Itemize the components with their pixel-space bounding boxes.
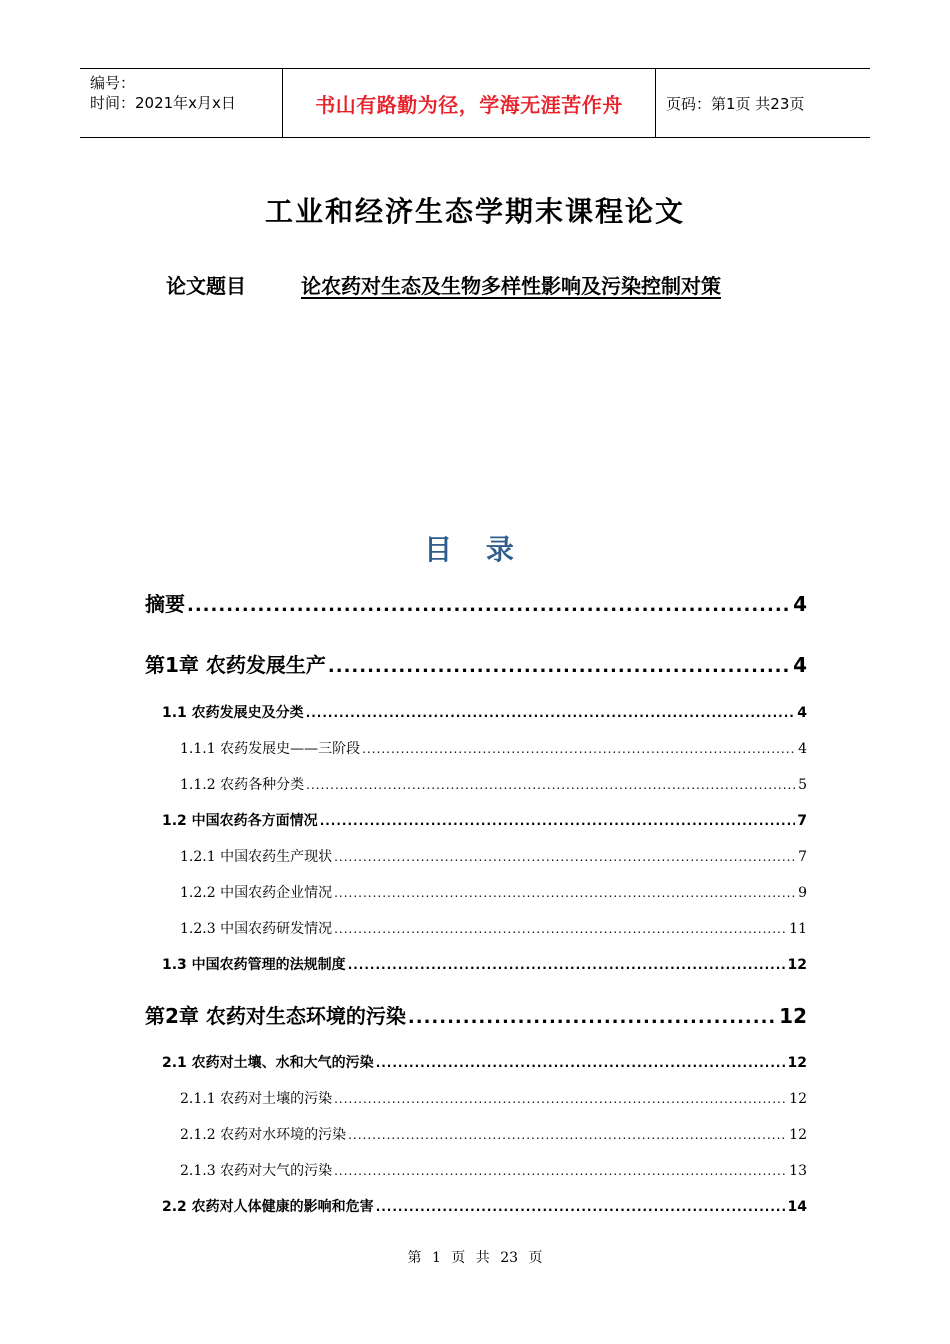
toc-entry[interactable] (180, 918, 807, 938)
toc-entry-text: 2.1.1 农药对土壤的污染 (180, 1091, 333, 1107)
number-label: 编号： (90, 74, 136, 92)
toc-leader (334, 886, 796, 900)
toc-entry-page: 4 (793, 592, 807, 616)
toc-entry[interactable] (162, 702, 807, 722)
toc-entry[interactable] (162, 1052, 807, 1072)
toc-leader (376, 1200, 786, 1214)
toc-entry-text: 1.1.1 农药发展史——三阶段 (180, 741, 361, 757)
toc-entry[interactable] (162, 810, 807, 830)
toc-entry-text: 1.2.2 中国农药企业情况 (180, 885, 333, 901)
toc-entry-text: 2.1.3 农药对大气的污染 (180, 1163, 333, 1179)
toc-entry[interactable] (145, 1000, 807, 1029)
toc-entry-page: 4 (797, 705, 807, 721)
toc-entry[interactable] (145, 588, 807, 617)
toc-entry-text: 2.1 农药对土壤、水和大气的污染 (162, 1055, 374, 1071)
toc-entry-page: 4 (798, 741, 807, 757)
toc-leader (334, 922, 787, 936)
toc-entry-text: 1.2.3 中国农药研发情况 (180, 921, 333, 937)
toc-entry[interactable] (180, 1160, 807, 1180)
time-label: 时间：2021年x月x日 (90, 94, 236, 112)
toc-leader (306, 778, 796, 792)
toc-entry-text: 2.2 农药对人体健康的影响和危害 (162, 1199, 374, 1215)
toc-entry[interactable] (180, 1088, 807, 1108)
toc-entry-page: 12 (779, 1004, 807, 1028)
toc-entry-text: 1.1.2 农药各种分类 (180, 777, 305, 793)
toc-entry-page: 12 (789, 1091, 807, 1107)
toc-entry[interactable] (180, 882, 807, 902)
toc-leader (334, 850, 796, 864)
toc-leader (320, 814, 796, 828)
toc-entry-text: 2.1.2 农药对水环境的污染 (180, 1127, 347, 1143)
subject-label: 论文题目 (166, 274, 246, 298)
header-page-info: 页码：第1页 共23页 (666, 94, 805, 113)
toc-leader (334, 1164, 787, 1178)
header-meta (80, 69, 282, 137)
toc-entry[interactable] (180, 1124, 807, 1144)
toc-entry-text: 1.1 农药发展史及分类 (162, 705, 304, 721)
toc-entry[interactable] (162, 954, 807, 974)
toc-entry-page: 14 (787, 1199, 807, 1215)
toc-leader (408, 1007, 777, 1028)
toc-entry[interactable] (145, 649, 807, 678)
toc-entry-page: 11 (789, 921, 807, 937)
document-title: 工业和经济生态学期末课程论文 (264, 195, 685, 228)
toc-entry-page: 7 (797, 813, 807, 829)
toc-title: 目 录 (424, 533, 526, 566)
toc-entry-page: 12 (787, 957, 807, 973)
toc-entry-page: 13 (789, 1163, 807, 1179)
toc-entry[interactable] (180, 846, 807, 866)
toc-entry-page: 4 (793, 653, 807, 677)
toc-leader (376, 1056, 786, 1070)
toc-entry-text: 1.2.1 中国农药生产现状 (180, 849, 333, 865)
toc-entry-page: 5 (798, 777, 807, 793)
toc-entry-page: 12 (787, 1055, 807, 1071)
toc-leader (362, 742, 796, 756)
toc-entry-page: 9 (798, 885, 807, 901)
toc-entry[interactable] (180, 738, 807, 758)
page-footer: 第 1 页 共 23 页 (407, 1250, 543, 1266)
toc-entry-page: 7 (798, 849, 807, 865)
toc-leader (334, 1092, 787, 1106)
toc-entry-page: 12 (789, 1127, 807, 1143)
toc-entry[interactable] (180, 774, 807, 794)
toc-entry-text: 第1章 农药发展生产 (145, 653, 326, 677)
page-header (80, 68, 870, 138)
toc-entry[interactable] (162, 1196, 807, 1216)
thesis-subject (166, 270, 721, 299)
toc-entry-text: 1.3 中国农药管理的法规制度 (162, 957, 346, 973)
toc-entry-text: 1.2 中国农药各方面情况 (162, 813, 318, 829)
toc-leader (306, 706, 796, 720)
toc-entry-text: 摘要 (145, 592, 185, 616)
toc-entry-text: 第2章 农药对生态环境的污染 (145, 1004, 406, 1028)
subject-value: 论农药对生态及生物多样性影响及污染控制对策 (300, 274, 721, 298)
toc-leader (348, 958, 786, 972)
toc-leader (348, 1128, 787, 1142)
toc-leader (328, 656, 791, 677)
toc-leader (187, 595, 791, 616)
header-motto: 书山有路勤为径，学海无涯苦作舟 (282, 69, 656, 137)
